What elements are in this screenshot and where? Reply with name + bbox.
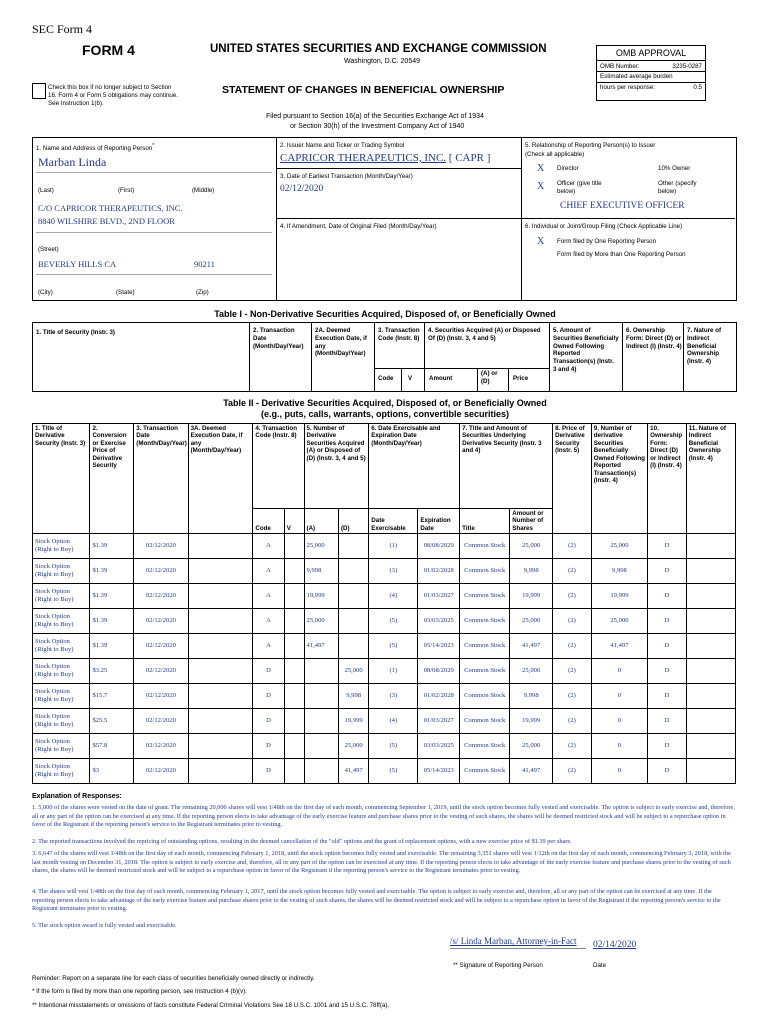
zip-value: 90211 — [194, 259, 215, 269]
t2-cell-d — [339, 534, 369, 559]
t2-cell-form: D — [648, 559, 687, 584]
t2-cell-form: D — [648, 659, 687, 684]
footnote-2: 2. The reported transactions involved the repricing of outstanding options, resulting in the deemed cancellation of the "old" options and the grant of replacement options, with a new exercise price of $1.39 per share. — [32, 838, 572, 845]
t2-cell-empty — [284, 659, 304, 684]
table-row — [33, 559, 736, 584]
reminder-3: ** Intentional misstatements or omissions of facts constitute Federal Criminal Violations See 18 U.S.C. 1001 and 15 U.S.C. 78ff(a). — [32, 1002, 390, 1009]
t2-cell-form: D — [648, 534, 687, 559]
officer-check[interactable]: X — [537, 181, 545, 192]
reporting-person-name: Marban Linda — [38, 155, 107, 169]
t2-cell-price: $1.39 — [90, 609, 134, 634]
amendment-label: 4. If Amendment, Date of Original Filed (Month/Day/Year) — [280, 223, 437, 230]
t2-cell-exp: 01/03/2027 — [418, 584, 460, 609]
issuer-label: 2. Issuer Name and Ticker or Trading Symbol — [280, 142, 405, 149]
t2-cell-form: D — [648, 759, 687, 784]
t2-cell-code: D — [253, 759, 284, 784]
t2-cell-empty — [686, 609, 735, 634]
t2-cell-exp: 01/02/2028 — [418, 684, 460, 709]
filed-pursuant-1: Filed pursuant to Section 16(a) of the Securities Exchange Act of 1934 — [266, 113, 484, 120]
t2-h3a: 3A. Deemed Execution Date, if any (Month/Day/Year) — [188, 424, 253, 534]
t2-cell-sec: Stock Option (Right to Buy) — [33, 659, 90, 684]
director-check[interactable]: X — [537, 163, 545, 174]
t2-cell-sec: Stock Option (Right to Buy) — [33, 534, 90, 559]
t2-cell-amt: 25,000 — [510, 734, 553, 759]
t2-cell-owned: 0 — [591, 659, 647, 684]
t2-cell-amt: 9,998 — [510, 559, 553, 584]
t2-cell-empty — [188, 734, 253, 759]
t2-cell-date: 02/12/2020 — [134, 634, 188, 659]
t2-cell-p8: (2) — [553, 634, 592, 659]
t2-cell-amt: 25,000 — [510, 609, 553, 634]
t2-cell-price: $1.39 — [90, 584, 134, 609]
signature-label: ** Signature of Reporting Person — [453, 962, 543, 969]
t2-cell-price: $3.25 — [90, 659, 134, 684]
t1-aord: (A) or (D) — [481, 370, 498, 385]
t2-cell-form: D — [648, 634, 687, 659]
t2-d: (D) — [339, 509, 369, 534]
t2-cell-code: D — [253, 684, 284, 709]
t2-cell-a — [304, 684, 338, 709]
t2-cell-owned: 25,000 — [591, 609, 647, 634]
table-row — [33, 734, 736, 759]
t2-cell-ex: (5) — [369, 734, 418, 759]
t2-title: Title — [460, 509, 510, 534]
t2-cell-p8: (2) — [553, 659, 592, 684]
sec-form-label: SEC Form 4 — [32, 22, 93, 36]
filed-pursuant-2: or Section 30(h) of the Investment Company Act of 1940 — [290, 123, 465, 130]
t2-cell-empty — [188, 634, 253, 659]
t2-h2: 2. Conversion or Exercise Price of Derivative Security — [90, 424, 134, 534]
t2-cell-empty — [188, 684, 253, 709]
table1-title: Table I - Non-Derivative Securities Acquired, Disposed of, or Beneficially Owned — [214, 309, 556, 319]
t2-cell-date: 02/12/2020 — [134, 684, 188, 709]
reminder-2: * If the form is filed by more than one reporting person, see Instruction 4 (b)(v). — [32, 988, 247, 995]
t2-cell-ex: (5) — [369, 634, 418, 659]
omb-box — [596, 45, 706, 101]
t2-cell-empty — [188, 584, 253, 609]
t2-cell-ex: (4) — [369, 709, 418, 734]
t2-cell-code: D — [253, 659, 284, 684]
omb-burden-label: Estimated average burden — [597, 72, 705, 83]
table2-title-1: Table II - Derivative Securities Acquired, Disposed of, or Beneficially Owned — [223, 398, 547, 408]
t1-h2: 2. Transaction Date (Month/Day/Year) — [253, 327, 304, 350]
other-label: Other (specify below) — [658, 180, 697, 195]
t2-cell-title: Common Stock — [460, 534, 510, 559]
t2-cell-date: 02/12/2020 — [134, 584, 188, 609]
t2-cell-exp: 03/03/2025 — [418, 734, 460, 759]
table-row — [33, 634, 736, 659]
table-row — [33, 684, 736, 709]
t2-cell-p8: (2) — [553, 609, 592, 634]
t2-cell-owned: 0 — [591, 759, 647, 784]
earliest-date: 02/12/2020 — [280, 184, 324, 194]
t2-a: (A) — [304, 509, 338, 534]
t2-cell-price: $3 — [90, 759, 134, 784]
commission-title: UNITED STATES SECURITIES AND EXCHANGE COMMISSION — [210, 43, 547, 55]
signature-name: /s/ Linda Marban, Attorney-in-Fact — [450, 935, 586, 949]
t2-cell-form: D — [648, 684, 687, 709]
t2-cell-p8: (2) — [553, 684, 592, 709]
omb-number-label: OMB Number: — [600, 63, 640, 70]
t2-cell-d — [339, 634, 369, 659]
checkbox-text: Check this box if no longer subject to Section 16. Form 4 or Form 5 obligations may continue. See Instruction 1(b). — [48, 84, 178, 107]
t1-h5: 5. Amount of Securities Beneficially Owned Following Reported Transaction(s) (Instr. 3 and 4) — [553, 327, 619, 373]
t2-cell-amt: 19,999 — [510, 709, 553, 734]
t2-cell-empty — [284, 684, 304, 709]
t2-cell-d: 9,998 — [339, 684, 369, 709]
t2-cell-exp: 08/08/2029 — [418, 659, 460, 684]
t2-cell-title: Common Stock — [460, 709, 510, 734]
t2-cell-sec: Stock Option (Right to Buy) — [33, 609, 90, 634]
t2-cell-empty — [686, 584, 735, 609]
issuer-name: CAPRICOR THERAPEUTICS, INC. [ CAPR ] — [280, 152, 491, 164]
t2-cell-exp: 05/14/2023 — [418, 759, 460, 784]
t2-cell-price: $1.39 — [90, 559, 134, 584]
t2-h8: 8. Price of Derivative Security (Instr. 5) — [553, 424, 592, 534]
t2-cell-price: $1.39 — [90, 634, 134, 659]
t2-cell-title: Common Stock — [460, 734, 510, 759]
t2-cell-a: 19,999 — [304, 584, 338, 609]
officer-title: CHIEF EXECUTIVE OFFICER — [560, 201, 685, 211]
city-state-value: BEVERLY HILLS CA — [38, 259, 117, 269]
t2-cell-ex: (5) — [369, 609, 418, 634]
t2-cell-empty — [686, 684, 735, 709]
t2-h7: 7. Title and Amount of Securities Underlying Derivative Security (Instr. 3 and 4) — [460, 424, 553, 509]
footnote-4: 4. The shares will vest 1/48th on the first day of each month, commencing February 1, 2017, until the stock option becomes fully vested and exercisable. The option is subject to early exercise and, therefore, all or any part of the option can be exercised at any time. If the reporting person elects to take advantage of the early exercise feature and purchase shares prior to the vesting of such shares, the shares will be deemed restricted stock and will be subject to a repurchase option in favor of the Registrant if the reporting person's service to the Registrant terminates prior to vesting. — [32, 888, 721, 912]
t2-cell-sec: Stock Option (Right to Buy) — [33, 759, 90, 784]
t2-cell-sec: Stock Option (Right to Buy) — [33, 684, 90, 709]
t2-cell-amt: 25,000 — [510, 659, 553, 684]
t2-cell-exp: 05/14/2023 — [418, 634, 460, 659]
t2-cell-empty — [188, 759, 253, 784]
t2-cell-a — [304, 659, 338, 684]
statement-title: STATEMENT OF CHANGES IN BENEFICIAL OWNERSHIP — [222, 84, 505, 96]
t2-cell-empty — [188, 659, 253, 684]
earliest-date-label: 3. Date of Earliest Transaction (Month/Day/Year) — [280, 173, 413, 180]
t2-cell-date: 02/12/2020 — [134, 534, 188, 559]
omb-title: OMB APPROVAL — [597, 46, 705, 61]
t2-cell-empty — [284, 759, 304, 784]
table-row — [33, 709, 736, 734]
t1-price: Price — [513, 375, 529, 382]
t2-h9: 9. Number of derivative Securities Beneficially Owned Following Reported Transaction(s) (Instr. 4) — [591, 424, 647, 534]
t2-cell-empty — [188, 534, 253, 559]
t2-cell-form: D — [648, 584, 687, 609]
t2-cell-owned: 9,998 — [591, 559, 647, 584]
t2-cell-date: 02/12/2020 — [134, 734, 188, 759]
t1-h6: 6. Ownership Form: Direct (D) or Indirect (I) (Instr. 4) — [626, 327, 682, 350]
t2-h6: 6. Date Exercisable and Expiration Date (Month/Day/Year) — [369, 424, 460, 509]
table2 — [32, 423, 736, 784]
t2-cell-p8: (2) — [553, 534, 592, 559]
t2-cell-amt: 19,999 — [510, 584, 553, 609]
t2-h11: 11. Nature of Indirect Beneficial Ownership (Instr. 4) — [686, 424, 735, 534]
t2-cell-p8: (2) — [553, 559, 592, 584]
t2-cell-title: Common Stock — [460, 609, 510, 634]
t2-cell-ex: (3) — [369, 559, 418, 584]
t2-cell-title: Common Stock — [460, 659, 510, 684]
t2-cell-empty — [284, 534, 304, 559]
t2-code: Code — [253, 509, 284, 534]
t2-cell-price: $57.8 — [90, 734, 134, 759]
relationship-label: 5. Relationship of Reporting Person(s) to Issuer — [525, 142, 656, 149]
last-label: (Last) — [38, 187, 54, 194]
t2-exp: Expiration Date — [418, 509, 460, 534]
t2-cell-exp: 08/08/2029 — [418, 534, 460, 559]
table-row — [33, 659, 736, 684]
t2-amt: Amount or Number of Shares — [510, 509, 553, 534]
zip-label: (Zip) — [196, 289, 209, 296]
t2-cell-price: $1.39 — [90, 534, 134, 559]
t2-cell-empty — [284, 709, 304, 734]
t2-cell-ex: (1) — [369, 659, 418, 684]
state-label: (State) — [116, 289, 135, 296]
t2-cell-d: 25,000 — [339, 659, 369, 684]
t2-cell-d: 19,999 — [339, 709, 369, 734]
t2-cell-owned: 19,999 — [591, 584, 647, 609]
t2-cell-empty — [284, 734, 304, 759]
t2-cell-amt: 41,497 — [510, 634, 553, 659]
t2-cell-code: D — [253, 734, 284, 759]
t2-cell-p8: (2) — [553, 734, 592, 759]
table-row — [33, 584, 736, 609]
t2-cell-a: 9,998 — [304, 559, 338, 584]
omb-hours: 0.5 — [693, 83, 702, 91]
t2-v: V — [284, 509, 304, 534]
t1-amount: Amount — [429, 375, 453, 382]
t2-cell-owned: 0 — [591, 684, 647, 709]
t2-cell-empty — [284, 559, 304, 584]
t1-h2a: 2A. Deemed Execution Date, if any (Month/Day/Year) — [315, 327, 367, 358]
t2-h5: 5. Number of Derivative Securities Acquired (A) or Disposed of (D) (Instr. 3, 4 and 5) — [304, 424, 369, 509]
reminder-1: Reminder: Report on a separate line for each class of securities beneficially owned directly or indirectly. — [32, 975, 315, 982]
t2-h10: 10. Ownership Form: Direct (D) or Indirect (I) (Instr. 4) — [648, 424, 687, 534]
t2-cell-title: Common Stock — [460, 684, 510, 709]
t2-cell-a: 25,000 — [304, 534, 338, 559]
issuer-ticker: [ CAPR ] — [448, 152, 491, 164]
street-label: (Street) — [38, 246, 59, 253]
t2-h4: 4. Transaction Code (Instr. 8) — [253, 424, 304, 509]
officer-label: Officer (give title below) — [557, 180, 602, 195]
t2-cell-d: 41,497 — [339, 759, 369, 784]
table-row — [33, 759, 736, 784]
t2-cell-owned: 0 — [591, 709, 647, 734]
t2-cell-price: $25.5 — [90, 709, 134, 734]
t2-cell-empty — [686, 759, 735, 784]
t2-cell-a — [304, 709, 338, 734]
explanation-title: Explanation of Responses: — [32, 793, 122, 800]
t2-cell-code: D — [253, 709, 284, 734]
t1-h4: 4. Securities Acquired (A) or Disposed Of (D) (Instr. 3, 4 and 5) — [428, 327, 541, 342]
t2-cell-exp: 01/02/2028 — [418, 559, 460, 584]
t1-v: V — [408, 375, 413, 382]
t2-cell-empty — [188, 709, 253, 734]
t2-cell-d — [339, 609, 369, 634]
t2-cell-empty — [686, 634, 735, 659]
t2-cell-sec: Stock Option (Right to Buy) — [33, 559, 90, 584]
t2-cell-sec: Stock Option (Right to Buy) — [33, 584, 90, 609]
t1-h1: 1. Title of Security (Instr. 3) — [36, 329, 115, 336]
t2-h1: 1. Title of Derivative Security (Instr. 3) — [33, 424, 90, 534]
city-label: (City) — [38, 289, 53, 296]
t2-cell-amt: 9,998 — [510, 684, 553, 709]
t2-cell-empty — [188, 609, 253, 634]
t2-cell-form: D — [648, 609, 687, 634]
omb-number: 3235-0287 — [672, 63, 702, 70]
t2-cell-a — [304, 734, 338, 759]
t2-cell-owned: 25,000 — [591, 534, 647, 559]
t2-cell-code: A — [253, 609, 284, 634]
one-person-check[interactable]: X — [537, 236, 545, 247]
t2-cell-sec: Stock Option (Right to Buy) — [33, 709, 90, 734]
table-row — [33, 534, 736, 559]
omb-hours-label: hours per response: — [600, 83, 656, 91]
table-row — [33, 609, 736, 634]
t2-cell-d — [339, 584, 369, 609]
t2-cell-date: 02/12/2020 — [134, 559, 188, 584]
t2-cell-owned: 0 — [591, 734, 647, 759]
t2-cell-empty — [686, 734, 735, 759]
table2-title-2: (e.g., puts, calls, warrants, options, convertible securities) — [260, 409, 510, 419]
first-label: (First) — [118, 187, 135, 194]
t2-cell-exp: 03/03/2025 — [418, 609, 460, 634]
reporting-person-label: 1. Name and Address of Reporting Person* — [36, 143, 155, 153]
t2-cell-empty — [686, 534, 735, 559]
t2-cell-date: 02/12/2020 — [134, 709, 188, 734]
signature-date: 02/14/2020 — [593, 940, 637, 950]
t2-cell-empty — [284, 634, 304, 659]
t2-cell-date: 02/12/2020 — [134, 659, 188, 684]
t2-cell-ex: (5) — [369, 759, 418, 784]
t2-cell-amt: 41,497 — [510, 759, 553, 784]
t2-date-ex: Date Exercisable — [369, 509, 418, 534]
t2-cell-a: 41,497 — [304, 634, 338, 659]
t2-cell-d — [339, 559, 369, 584]
form-title: FORM 4 — [82, 42, 135, 58]
t2-cell-date: 02/12/2020 — [134, 759, 188, 784]
date-label: Date — [593, 962, 607, 969]
t2-cell-a — [304, 759, 338, 784]
t2-h3: 3. Transaction Date (Month/Day/Year) — [134, 424, 188, 534]
t2-cell-price: $15.7 — [90, 684, 134, 709]
t2-cell-empty — [284, 609, 304, 634]
t2-cell-ex: (3) — [369, 684, 418, 709]
t2-cell-empty — [188, 559, 253, 584]
t2-cell-code: A — [253, 534, 284, 559]
t2-cell-code: A — [253, 634, 284, 659]
t2-cell-title: Common Stock — [460, 759, 510, 784]
t2-cell-empty — [686, 559, 735, 584]
t2-cell-empty — [686, 709, 735, 734]
more-persons-label: Form filed by More than One Reporting Person — [557, 251, 686, 258]
t1-code: Code — [378, 375, 394, 382]
t2-cell-sec: Stock Option (Right to Buy) — [33, 734, 90, 759]
t1-h7: 7. Nature of Indirect Beneficial Ownership (Instr. 4) — [687, 327, 722, 365]
footnote-5: 5. The stock option award is fully vested and exercisable. — [32, 922, 177, 929]
t2-cell-ex: (1) — [369, 534, 418, 559]
footnote-1: 1. 5,000 of the shares were vested on the date of grant. The remaining 20,000 shares will vest 1/48th on the first day of each month, commencing September 1, 2019, until the stock option becomes fully vested and exercisable. The option is subject to early exercise and, therefore, all or any part of the option can be exercised at any time. If the reporting person elects to take advantage of the early exercise feature and purchase shares prior to the vesting of such shares, the shares will be deemed restricted stock and will be subject to a repurchase option in favor of the Registrant if the reporting person's service to the Registrant terminates prior to vesting. — [32, 804, 735, 828]
location: Washington, D.C. 20549 — [344, 58, 421, 65]
ten-percent-owner-label: 10% Owner — [658, 165, 691, 172]
t2-cell-amt: 25,000 — [510, 534, 553, 559]
t2-cell-p8: (2) — [553, 759, 592, 784]
address-line-1: C/O CAPRICOR THERAPEUTICS, INC. — [38, 203, 183, 213]
t2-cell-title: Common Stock — [460, 634, 510, 659]
t2-cell-code: A — [253, 559, 284, 584]
t2-cell-p8: (2) — [553, 709, 592, 734]
address-line-2: 8840 WILSHIRE BLVD., 2ND FLOOR — [38, 216, 175, 226]
t2-cell-sec: Stock Option (Right to Buy) — [33, 634, 90, 659]
t2-cell-date: 02/12/2020 — [134, 609, 188, 634]
t2-cell-form: D — [648, 709, 687, 734]
t2-cell-a: 25,000 — [304, 609, 338, 634]
t2-cell-code: A — [253, 584, 284, 609]
one-person-label: Form filed by One Reporting Person — [557, 238, 657, 245]
t2-cell-title: Common Stock — [460, 584, 510, 609]
filing-label: 6. Individual or Joint/Group Filing (Check Applicable Line) — [525, 223, 683, 230]
footnote-3: 3. 6,647 of the shares will vest 1/48th on the first day of each month, commencing February 1, 2018, until the stock option becomes fully vested and exercisable. The remaining 3,351 shares will vest 1/12th on the first day of each month, commencing February 3, 2018, with the last month vesting on December 31, 2018. The option is subject to early exercise and, therefore, all or any part of the option can be exercised at any time. If the reporting person elects to take advantage of the early exercise feature and purchase shares prior to the vesting of such shares, the shares will be deemed restricted stock and will be subject to a repurchase option in favor of the Registrant if the reporting person's service to the Registrant terminates prior to vesting. — [32, 850, 731, 874]
t2-cell-empty — [686, 659, 735, 684]
t1-h3: 3. Transaction Code (Instr. 8) — [378, 327, 420, 342]
t2-cell-ex: (4) — [369, 584, 418, 609]
no-longer-subject-checkbox[interactable] — [32, 83, 46, 99]
director-label: Director — [557, 165, 579, 172]
t2-cell-form: D — [648, 734, 687, 759]
middle-label: (Middle) — [192, 187, 215, 194]
t2-cell-empty — [284, 584, 304, 609]
t2-cell-title: Common Stock — [460, 559, 510, 584]
t2-cell-d: 25,000 — [339, 734, 369, 759]
t2-cell-p8: (2) — [553, 584, 592, 609]
t2-cell-owned: 41,497 — [591, 634, 647, 659]
relationship-sub: (Check all applicable) — [525, 151, 585, 158]
t2-cell-exp: 01/03/2027 — [418, 709, 460, 734]
